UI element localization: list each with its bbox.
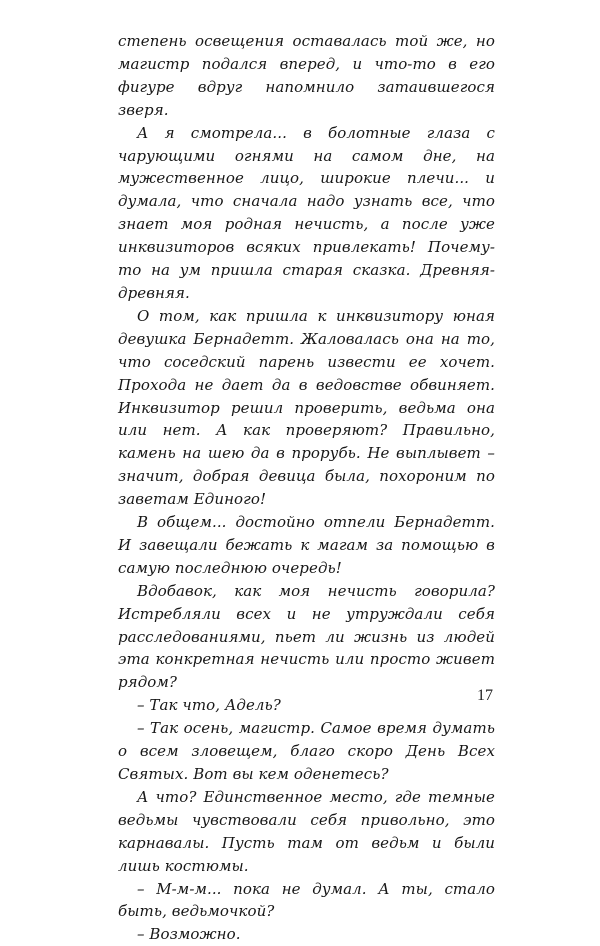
page-text [118,30,495,946]
paragraph-8: А что? Единственное место, где темные ведьмы чувствовали себя привольно, это карнавалы. Пусть там от ведьм и были лишь костюмы. [118,787,495,875]
paragraph-7: – Так осень, магистр. Самое время думать о всем зловещем, благо скоро День Всех Святых. Вот вы кем оденетесь? [118,719,495,783]
paragraph-4: В общем... достойно отпели Бернадетт. И завещали бежать к магам за помощью в самую последнюю очередь! [118,513,495,577]
paragraph-5: Вдобавок, как моя нечисть говорила? Истребляли всех и не утруждали себя расследованиями, пьет ли жизнь из людей эта конкретная нечисть или просто живет рядом? [118,581,495,692]
paragraph-3: О том, как пришла к инквизитору юная девушка Бернадетт. Жаловалась она на то, что соседский парень извести ее хочет. Прохода не дает да в ведовстве обвиняет. Инквизитор решил проверить, ведьма она или нет. А как проверяют? Правильно, камень на шею да в прорубь. Не выплывет – значит, добрая девица была, похороним по заветам Единого! [118,306,495,509]
paragraph-1: степень освещения оставалась той же, но магистр подался вперед, и что-то в его фигуре вдруг напомнило затаившегося зверя. [118,32,495,119]
paragraph-9: – М-м-м... пока не думал. А ты, стало быть, ведьмочкой? [118,879,495,921]
paragraph-2: А я смотрела... в болотные глаза с чарующими огнями на самом дне, на мужественное лицо, широкие плечи... и думала, что сначала надо узнать все, что знает моя родная нечисть, а после уже инквизиторов всяких привлекать! Почему-то на ум пришла старая сказка. Древняя-древняя. [118,123,495,302]
page-number: 17 [477,687,493,704]
paragraph-6: – Так что, Адель? [137,696,281,715]
paragraph-10: – Возможно. [137,925,241,944]
